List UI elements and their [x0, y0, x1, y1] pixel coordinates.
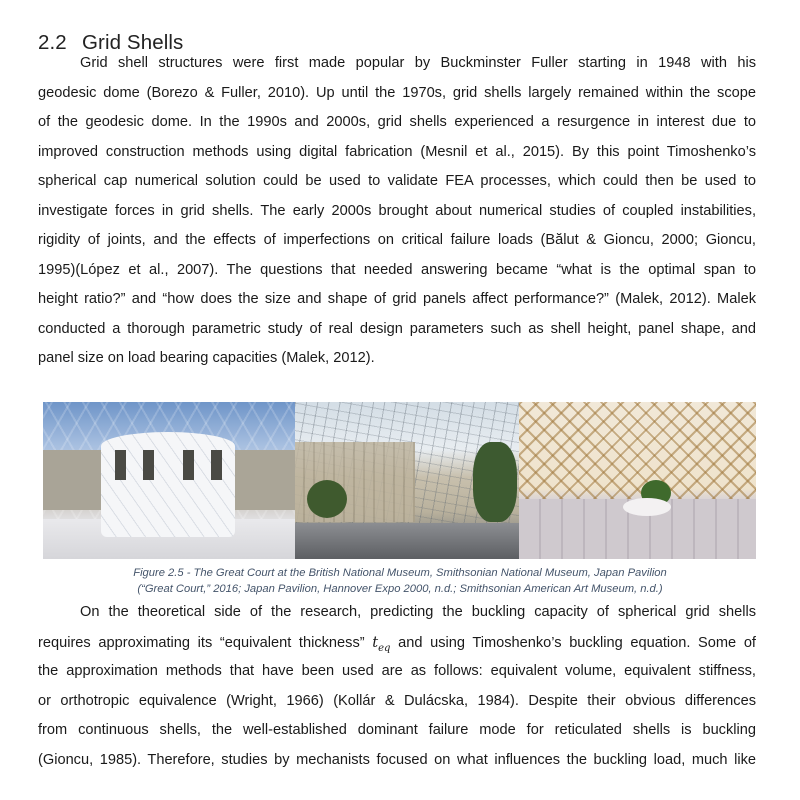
figure-2-5 — [43, 402, 756, 559]
paragraph-theoretical-side — [38, 598, 756, 775]
text-line: rigidity of joints, and the effects of imperfections on critical failure loads (Bălut & Gioncu, 2000; Gioncu, — [38, 232, 756, 248]
window — [143, 450, 154, 480]
text-line: the approximation methods that have been used are as follows: equivalent volume, equivalent stiffness, — [38, 663, 756, 679]
text-line: height ratio?” and “how does the size and shape of grid panels affect performance?” (Malek, 2012). Malek — [38, 291, 756, 307]
section-title: Grid Shells — [82, 31, 184, 54]
symbol-subscript: eq — [378, 642, 391, 654]
section-number: 2.2 — [38, 31, 67, 54]
text-fragment: and using Timoshenko’s buckling equation. Some of — [390, 634, 756, 651]
photo-smithsonian-courtyard — [295, 402, 519, 559]
text-line: investigate forces in grid shells. The early 2000s brought about numerical studies of coupled instabilities, — [38, 202, 756, 219]
text-line: panel size on load bearing capacities (Malek, 2012). — [38, 350, 375, 366]
reflecting-floor — [295, 523, 519, 559]
text-line: of the geodesic dome. In the 1990s and 2000s, grid shells experienced a resurgence in interest due to — [38, 114, 756, 130]
building-facade-left — [43, 450, 103, 510]
tree — [473, 442, 517, 522]
photo-british-museum-great-court — [43, 402, 295, 559]
text-line: (Gioncu, 1985). Therefore, studies by mechanists focused on what influences the buckling load, much like — [38, 751, 756, 768]
reading-room-drum — [101, 432, 235, 537]
white-mound — [623, 498, 671, 516]
window — [211, 450, 222, 480]
text-line: 1995)(López et al., 2007). The questions that needed answering became “what is the optimal span to — [38, 261, 756, 278]
paragraph-grid-shell-history — [38, 49, 756, 374]
text-line: Grid shell structures were first made popular by Buckminster Fuller starting in 1948 with his — [80, 55, 756, 71]
text-line: conducted a thorough parametric study of real design parameters such as shell height, panel shape, and — [38, 320, 756, 337]
text-line: geodesic dome (Borezo & Fuller, 2010). Up until the 1970s, grid shells largely remained within the scope — [38, 84, 756, 101]
symbol-base: t — [372, 633, 379, 651]
text-line: On the theoretical side of the research, predicting the buckling capacity of spherical grid shells — [80, 604, 756, 620]
window — [115, 450, 126, 480]
equivalent-thickness-symbol — [372, 633, 391, 654]
tree — [307, 480, 347, 518]
text-line-with-symbol — [38, 628, 756, 658]
figure-caption-line-1: Figure 2.5 - The Great Court at the British National Museum, Smithsonian National Museum, Japan Pavilion — [133, 567, 667, 579]
text-line: from continuous shells, the well-established dominant failure mode for reticulated shells is buckling — [38, 722, 756, 738]
text-line: spherical cap numerical solution could be used to validate FEA processes, which could then be used to — [38, 173, 756, 189]
photo-japan-pavilion — [519, 402, 756, 559]
text-fragment: requires approximating its “equivalent thickness” — [38, 634, 373, 651]
window — [183, 450, 194, 480]
figure-caption-line-2: (“Great Court,” 2016; Japan Pavilion, Hannover Expo 2000, n.d.; Smithsonian American Art Museum, n.d.) — [137, 583, 663, 595]
building-facade-right — [235, 450, 295, 510]
text-line: improved construction methods using digital fabrication (Mesnil et al., 2015). By this point Timoshenko’s — [38, 143, 756, 160]
text-line: or orthotropic equivalence (Wright, 1966) (Kollár & Dulácska, 1984). Despite their obvious differences — [38, 692, 756, 709]
